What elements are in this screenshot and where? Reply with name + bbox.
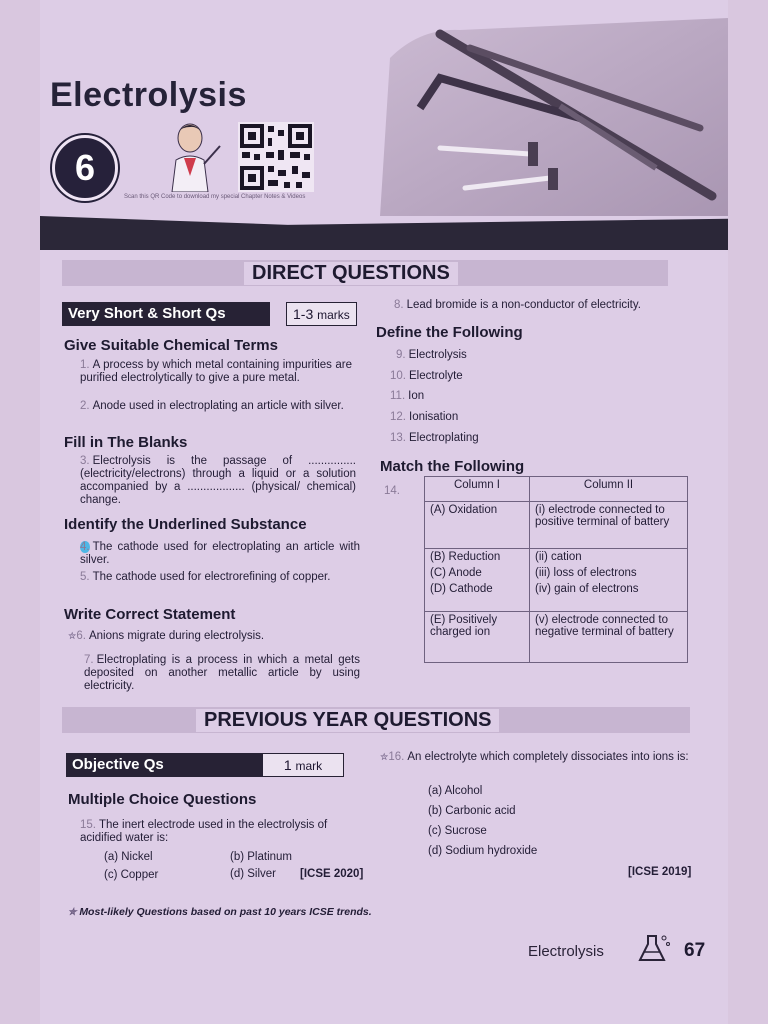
- fill-blanks-heading: Fill in The Blanks: [64, 434, 188, 451]
- question-number: 7.: [84, 654, 94, 666]
- question-text: Electrolysis: [408, 349, 467, 361]
- question-text: Ion: [408, 390, 425, 402]
- question-text: The cathode used for electroplating an article with silver.: [80, 541, 360, 566]
- match-cell-a: (C) Anode: [425, 565, 530, 581]
- match-table: [424, 476, 688, 663]
- table-row: [425, 612, 688, 663]
- question-text: Electrolysis is the passage of ............... (electricity/electrons) through a liquid or a solution accompanied by a .................. (physical/ chemical) change.: [80, 455, 356, 506]
- question-10: [390, 370, 463, 383]
- question-3: [80, 455, 356, 507]
- q16-option-a[interactable]: (a) Alcohol: [428, 785, 483, 797]
- question-text: Anions migrate during electrolysis.: [88, 630, 265, 642]
- question-text: Electroplating is a process in which a metal gets deposited on another metallic article by using electricity.: [84, 654, 360, 692]
- most-likely-star-icon: ✮: [68, 631, 77, 642]
- most-likely-star-icon: ✮: [68, 907, 77, 918]
- table-row: [425, 549, 688, 566]
- marks-badge: [286, 302, 357, 326]
- match-cell-a: (B) Reduction: [425, 549, 530, 566]
- define-heading: Define the Following: [376, 324, 523, 341]
- marks-value: 1: [283, 757, 292, 773]
- question-16: [380, 751, 700, 764]
- footnote-text: Most-likely Questions based on past 10 years ICSE trends.: [79, 906, 372, 918]
- column-ii-header: Column II: [530, 477, 688, 502]
- page: [40, 0, 728, 1024]
- match-table-header: [425, 477, 688, 502]
- q15-option-c[interactable]: (c) Copper: [104, 869, 159, 881]
- question-number: 11.: [390, 390, 406, 402]
- match-cell-b: (iv) gain of electrons: [530, 581, 688, 612]
- question-4: [80, 541, 360, 567]
- question-9: [396, 349, 467, 362]
- question-number: 16.: [388, 751, 405, 763]
- q16-exam-tag: [ICSE 2019]: [628, 866, 692, 878]
- pyq-heading: PREVIOUS YEAR QUESTIONS: [196, 709, 499, 732]
- question-text: Electroplating: [409, 432, 479, 444]
- table-row: [425, 581, 688, 612]
- question-text: Anode used in electroplating an article with silver.: [92, 400, 344, 412]
- table-row: [425, 565, 688, 581]
- objective-label-text: Objective Qs: [66, 753, 262, 777]
- write-correct-heading: Write Correct Statement: [64, 606, 236, 623]
- footer-chapter-name: Electrolysis: [528, 943, 604, 960]
- most-likely-star-icon: ✮: [380, 752, 389, 763]
- question-number: 1.: [80, 359, 90, 371]
- teacher-mascot-icon: [162, 118, 222, 192]
- objective-label: [66, 753, 344, 777]
- question-12: [390, 411, 458, 424]
- mcq-heading: Multiple Choice Questions: [68, 791, 257, 808]
- question-text: A process by which metal containing impurities are purified electrolytically to give a pure metal.: [80, 359, 352, 384]
- match-cell-a: (D) Cathode: [425, 581, 530, 612]
- question-text: The inert electrode used in the electrolysis of acidified water is:: [80, 819, 328, 844]
- question-6: [68, 630, 360, 643]
- question-15: [80, 819, 370, 845]
- match-cell-b: (ii) cation: [530, 549, 688, 566]
- question-7: [84, 654, 360, 693]
- question-text: The cathode used for electrorefining of copper.: [92, 571, 331, 583]
- question-number: 6.: [76, 630, 86, 642]
- question-8: [394, 299, 714, 312]
- column-i-header: Column I: [425, 477, 530, 502]
- q16-option-d[interactable]: (d) Sodium hydroxide: [428, 845, 538, 857]
- match-cell-b: (i) electrode connected to positive terminal of battery: [530, 502, 688, 549]
- question-number: 9.: [396, 349, 406, 361]
- table-row: [425, 502, 688, 549]
- question-13: [390, 432, 479, 445]
- question-number: 10.: [390, 370, 406, 382]
- question-number: 13.: [390, 432, 406, 444]
- footnote: [68, 906, 372, 919]
- marks-badge: [262, 753, 344, 777]
- chapter-number-badge: 6: [52, 135, 118, 201]
- question-number: 5.: [80, 571, 90, 583]
- marks-unit: marks: [317, 308, 350, 322]
- marks-unit: mark: [295, 759, 323, 773]
- question-2: [80, 400, 352, 413]
- very-short-label-text: Very Short & Short Qs: [62, 302, 270, 326]
- question-number: 12.: [390, 411, 406, 423]
- question-number: 3.: [80, 455, 90, 467]
- q16-option-c[interactable]: (c) Sucrose: [428, 825, 487, 837]
- qr-caption: Scan this QR Code to download my special Chapter Notes & Videos: [124, 194, 306, 200]
- flask-icon: [634, 932, 672, 962]
- q16-option-b[interactable]: (b) Carbonic acid: [428, 805, 516, 817]
- very-short-label: [62, 302, 357, 326]
- match-cell-a: (E) Positively charged ion: [425, 612, 530, 663]
- header-divider-band: [40, 216, 728, 250]
- page-number: 67: [684, 940, 706, 961]
- match-cell-b: (iii) loss of electrons: [530, 565, 688, 581]
- question-14-number: [384, 485, 403, 498]
- match-heading: Match the Following: [380, 458, 525, 475]
- question-1: [80, 359, 352, 385]
- marks-value: 1-3: [293, 306, 314, 322]
- give-terms-heading: Give Suitable Chemical Terms: [64, 337, 278, 354]
- iron-nails-photo: [380, 18, 728, 216]
- question-number: 8.: [394, 299, 404, 311]
- q15-option-d[interactable]: (d) Silver: [230, 868, 277, 880]
- q15-option-b[interactable]: (b) Platinum: [230, 851, 292, 863]
- chapter-title: Electrolysis: [50, 76, 247, 114]
- question-5: [80, 571, 360, 584]
- qr-code-icon[interactable]: [238, 122, 314, 192]
- question-11: [390, 390, 424, 403]
- direct-questions-heading: DIRECT QUESTIONS: [244, 262, 458, 285]
- q15-option-a[interactable]: (a) Nickel: [104, 851, 153, 863]
- match-cell-a: (A) Oxidation: [425, 502, 530, 549]
- question-text: Ionisation: [409, 411, 459, 423]
- question-text: Electrolyte: [409, 370, 463, 382]
- identify-heading: Identify the Underlined Substance: [64, 516, 307, 533]
- question-number: 4.: [80, 541, 90, 553]
- question-number: 2.: [80, 400, 90, 412]
- question-text: Lead bromide is a non-conductor of electricity.: [406, 299, 641, 311]
- question-number: 14.: [384, 485, 400, 497]
- question-text: An electrolyte which completely dissociates into ions is:: [407, 751, 689, 763]
- match-cell-b: (v) electrode connected to negative terminal of battery: [530, 612, 688, 663]
- q15-exam-tag: [ICSE 2020]: [300, 868, 364, 880]
- question-number: 15.: [80, 819, 96, 831]
